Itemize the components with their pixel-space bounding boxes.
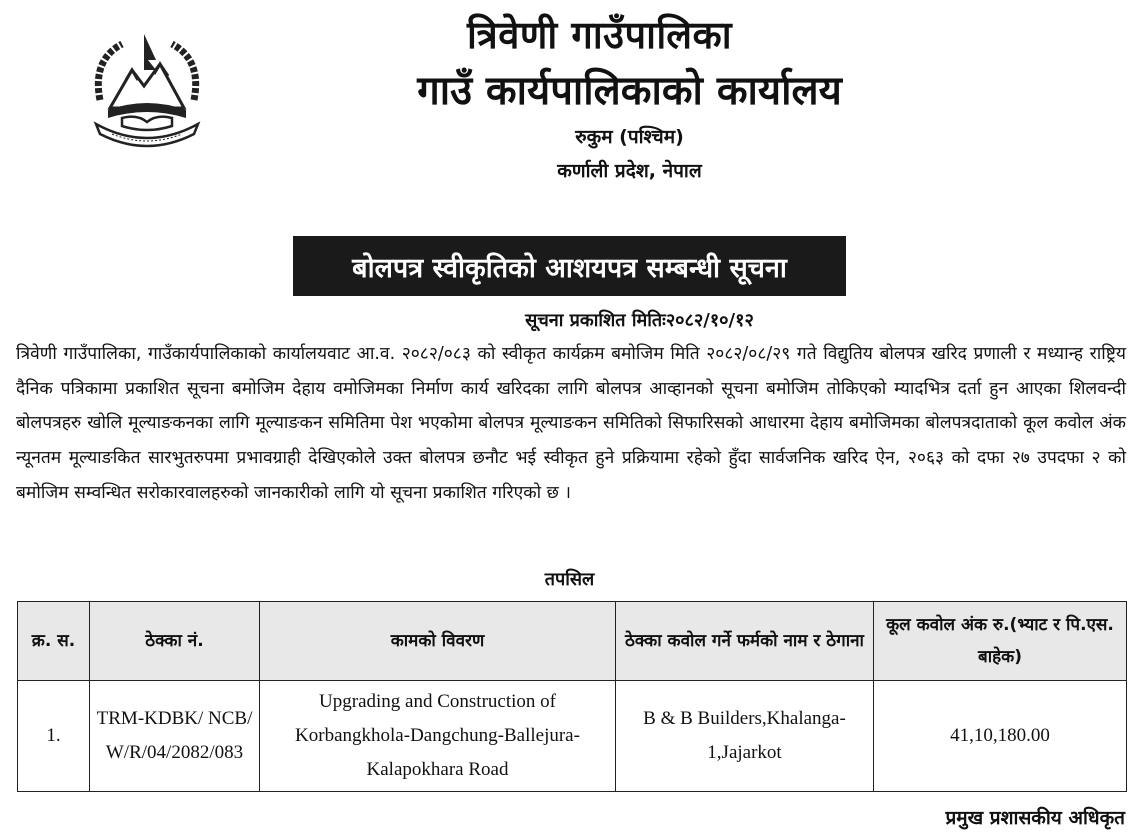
notice-banner: बोलपत्र स्वीकृतिको आशयपत्र सम्बन्धी सूचना [293, 236, 846, 296]
district-line: रुकुम (पश्चिम) [575, 126, 684, 148]
header-description: कामको विवरण [260, 602, 616, 681]
cell-amount: 41,10,180.00 [874, 681, 1127, 792]
contract-table [17, 601, 1127, 792]
cell-description: Upgrading and Construction of Korbangkhola-Dangchung-Ballejura-Kalapokhara Road [260, 681, 616, 792]
header-firm: ठेक्का कवोल गर्ने फर्मको नाम र ठेगाना [616, 602, 874, 681]
signatory: प्रमुख प्रशासकीय अधिकृत [945, 807, 1125, 829]
notice-body: त्रिवेणी गाउँपालिका, गाउँकार्यपालिकाको कार्यालयवाट आ.व. २०८२/०८३ को स्वीकृत कार्यक्रम बमोजिम मिति २०८२/०८/२९ गते विद्युतिय बोलपत्र खरिद प्रणाली र मध्यान्ह राष्ट्रिय दैनिक पत्रिकामा प्रकाशित सूचना बमोजिम देहाय वमोजिमका निर्माण कार्य खरिदका लागि बोलपत्र आव्हानको सूचना बमोजिम तोकिएको म्यादभित्र दर्ता हुन आएका शिलवन्दी बोलपत्रहरु खोलि मूल्याङकनका लागि मूल्याङकन समितिमा पेश भएकोमा बोलपत्र मूल्याङकन समितिको सिफारिसको आधारमा देहाय बमोजिमका बोलपत्रदाताको कूल कवोल अंक न्यूनतम मूल्याङकित सारभुतरुपमा प्रभावग्राही देखिएकोले उक्त बोलपत्र छनौट भई स्वीकृत हुने प्रक्रियामा रहेको हुँदा सार्वजनिक खरिद ऐन, २०६३ को दफा २७ उपदफा २ को बमोजिम सम्वन्धित सरोकारवालहरुको जानकारीको लागि यो सूचना प्रकाशित गरिएको छ । [16, 344, 1126, 503]
province-line: कर्णाली प्रदेश, नेपाल [557, 160, 702, 182]
cell-firm: B & B Builders,Khalanga-1,Jajarkot [616, 681, 874, 792]
municipality-title: त्रिवेणी गाउँपालिका [466, 13, 733, 57]
header-contract-no: ठेक्का नं. [90, 602, 260, 681]
cell-contract-no: TRM-KDBK/ NCB/ W/R/04/2082/083 [90, 681, 260, 792]
cell-sn: 1. [18, 681, 90, 792]
office-header [0, 8, 1139, 188]
published-date: सूचना प्रकाशित मितिः२०८२/१०/१२ [525, 310, 754, 331]
office-title: गाउँ कार्यपालिकाको कार्यालय [417, 68, 842, 114]
header-sn: क्र. स. [18, 602, 90, 681]
header-amount: कूल कवोल अंक रु.(भ्याट र पि.एस. बाहेक) [874, 602, 1127, 681]
table-header-row [18, 602, 1127, 681]
table-row [18, 681, 1127, 792]
table-title: तपसिल [544, 569, 595, 590]
